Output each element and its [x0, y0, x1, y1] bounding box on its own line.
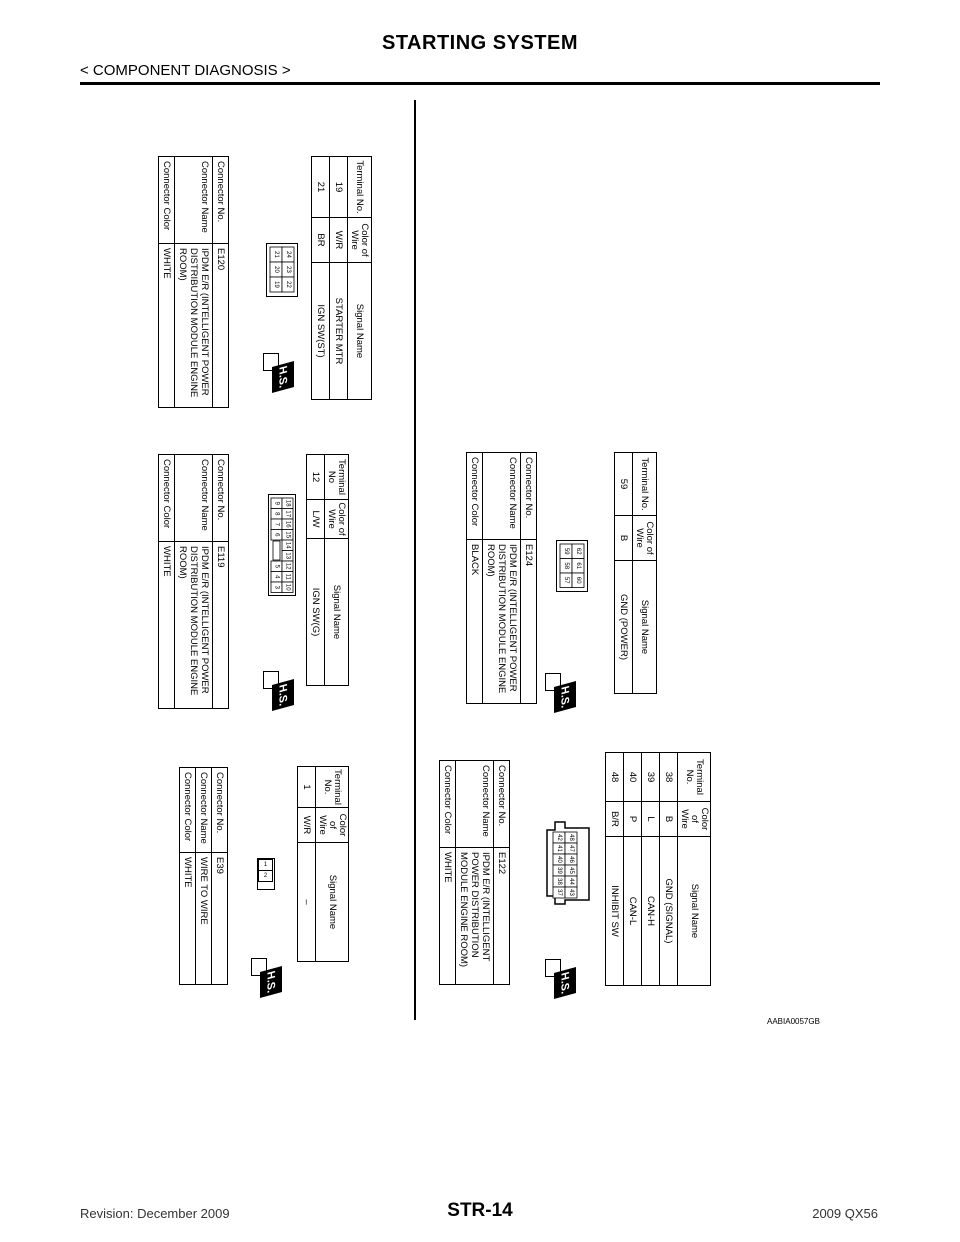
pin-label: 61: [575, 562, 581, 570]
connector-e122-pins: [545, 820, 591, 906]
table-row: 39 L CAN-H: [642, 753, 660, 986]
pin-label: 20: [273, 266, 279, 273]
pin-label: 4: [273, 575, 280, 579]
pin-label: 40: [556, 856, 562, 863]
pin-label: 45: [568, 867, 574, 874]
connector-key-slot: [273, 541, 280, 560]
section-subtitle: < COMPONENT DIAGNOSIS >: [80, 62, 291, 79]
pin-label: 19: [273, 281, 279, 288]
pin-label: 11: [284, 573, 291, 580]
pin-label: 57: [563, 576, 569, 584]
pin-label: 12: [284, 562, 291, 570]
connector-e120-face: [266, 243, 298, 297]
pin-label: 21: [273, 251, 279, 258]
connector-e120-terminals: Terminal No. Color of Wire Signal Name 19 W/R STARTER MTR 21 BR IGN SW(ST): [311, 156, 372, 400]
harness-side-icon: H.S.: [544, 956, 576, 996]
connector-e120-pins: [267, 244, 297, 296]
pin-label: 38: [556, 878, 562, 885]
table-row: 40 P CAN-L: [624, 753, 642, 986]
connector-e122-terminals: Terminal No. Color of Wire Signal Name 38 B GND (SIGNAL) 39 L CAN-H 40 P CAN-L 48 B/R INHIBIT SW: [605, 752, 711, 986]
header-rule: [80, 82, 880, 85]
connector-e119-face: [268, 494, 296, 596]
pin-label: 39: [556, 867, 562, 874]
connector-e119-info: Connector No. E119 Connector Name IPDM E/R (INTELLIGENT POWER DISTRIBUTION MODULE ENGINE ROOM) Connector Color WHITE: [158, 454, 229, 709]
pin-label: 5: [273, 564, 280, 568]
pin-label: 48: [568, 834, 574, 841]
pin-label: 46: [568, 856, 574, 863]
table-row: 1 W/R –: [298, 767, 316, 962]
connector-e124-terminals: Terminal No. Color of Wire Signal Name 59 B GND (POWER): [614, 452, 657, 694]
connector-e119-terminals: Terminal No Color of Wire Signal Name 12 L/W IGN SW(G): [306, 454, 349, 686]
pin-label: 7: [273, 522, 280, 526]
pin-label: 62: [575, 547, 581, 555]
pin-label: 10: [284, 583, 291, 591]
pin-label: 6: [273, 533, 280, 537]
table-row: 38 B GND (SIGNAL): [660, 753, 678, 986]
connector-e124-face: [556, 540, 588, 592]
harness-side-icon: H.S.: [250, 955, 282, 995]
pin-label: 43: [568, 889, 574, 896]
connector-e39-face: [257, 858, 275, 890]
column-divider: [414, 100, 416, 1020]
pin-label: 15: [284, 531, 291, 539]
pin-label: 16: [284, 520, 291, 528]
connector-e120-info: Connector No. E120 Connector Name IPDM E/R (INTELLIGENT POWER DISTRIBUTION MODULE ENGINE ROOM) Connector Color WHITE: [158, 156, 229, 408]
table-row: 59 B GND (POWER): [615, 453, 633, 694]
pin-label: 8: [273, 512, 280, 516]
pin-label: 47: [568, 845, 574, 852]
connector-e124-info: Connector No. E124 Connector Name IPDM E/R (INTELLIGENT POWER DISTRIBUTION MODULE ENGINE ROOM) Connector Color BLACK: [466, 452, 537, 704]
footer-page-number: STR-14: [447, 1200, 513, 1221]
connector-e122-face: [545, 820, 591, 906]
pin-label: 17: [284, 510, 291, 518]
pin-label: 13: [284, 552, 291, 560]
footer-model: 2009 QX56: [812, 1206, 878, 1221]
table-row: 48 B/R INHIBIT SW: [606, 753, 624, 986]
harness-side-icon: H.S.: [262, 350, 294, 390]
pin-label: 24: [285, 251, 291, 258]
pin-label: 41: [556, 845, 562, 852]
connector-e39-info: Connector No. E39 Connector Name WIRE TO WIRE Connector Color WHITE: [179, 767, 228, 985]
pin-e39-2: 2: [259, 871, 273, 882]
harness-side-icon: H.S.: [262, 668, 294, 708]
connector-e119-pins: [269, 495, 295, 595]
pin-label: 60: [575, 576, 581, 584]
page-title: STARTING SYSTEM: [381, 32, 579, 54]
table-row: 19 W/R STARTER MTR: [330, 157, 348, 400]
pin-label: 18: [284, 499, 291, 507]
pin-label: 23: [285, 266, 291, 273]
pin-label: 42: [556, 834, 562, 841]
pin-label: 37: [556, 889, 562, 896]
connector-e39-terminals: Terminal No. Color of Wire Signal Name 1 W/R –: [297, 766, 349, 962]
pin-label: 14: [284, 541, 291, 549]
table-row: 21 BR IGN SW(ST): [312, 157, 330, 400]
pin-label: 22: [285, 281, 291, 288]
figure-reference-id: AABIA0057GB: [767, 1017, 820, 1026]
pin-label: 59: [563, 547, 569, 555]
pin-label: 44: [568, 878, 574, 885]
pin-e39-1: 1: [259, 860, 273, 871]
footer-revision: Revision: December 2009: [80, 1206, 230, 1221]
connector-e124-pins: [557, 541, 587, 591]
pin-label: 58: [563, 562, 569, 570]
harness-side-icon: H.S.: [544, 670, 576, 710]
pin-label: 9: [273, 501, 280, 505]
connector-e122-info: Connector No. E122 Connector Name IPDM E/R (INTELLIGENT POWER DISTRIBUTION MODULE ENGINE ROOM) Connector Color WHITE: [439, 760, 510, 985]
pin-label: 3: [273, 585, 280, 589]
table-row: 12 L/W IGN SW(G): [307, 455, 325, 686]
